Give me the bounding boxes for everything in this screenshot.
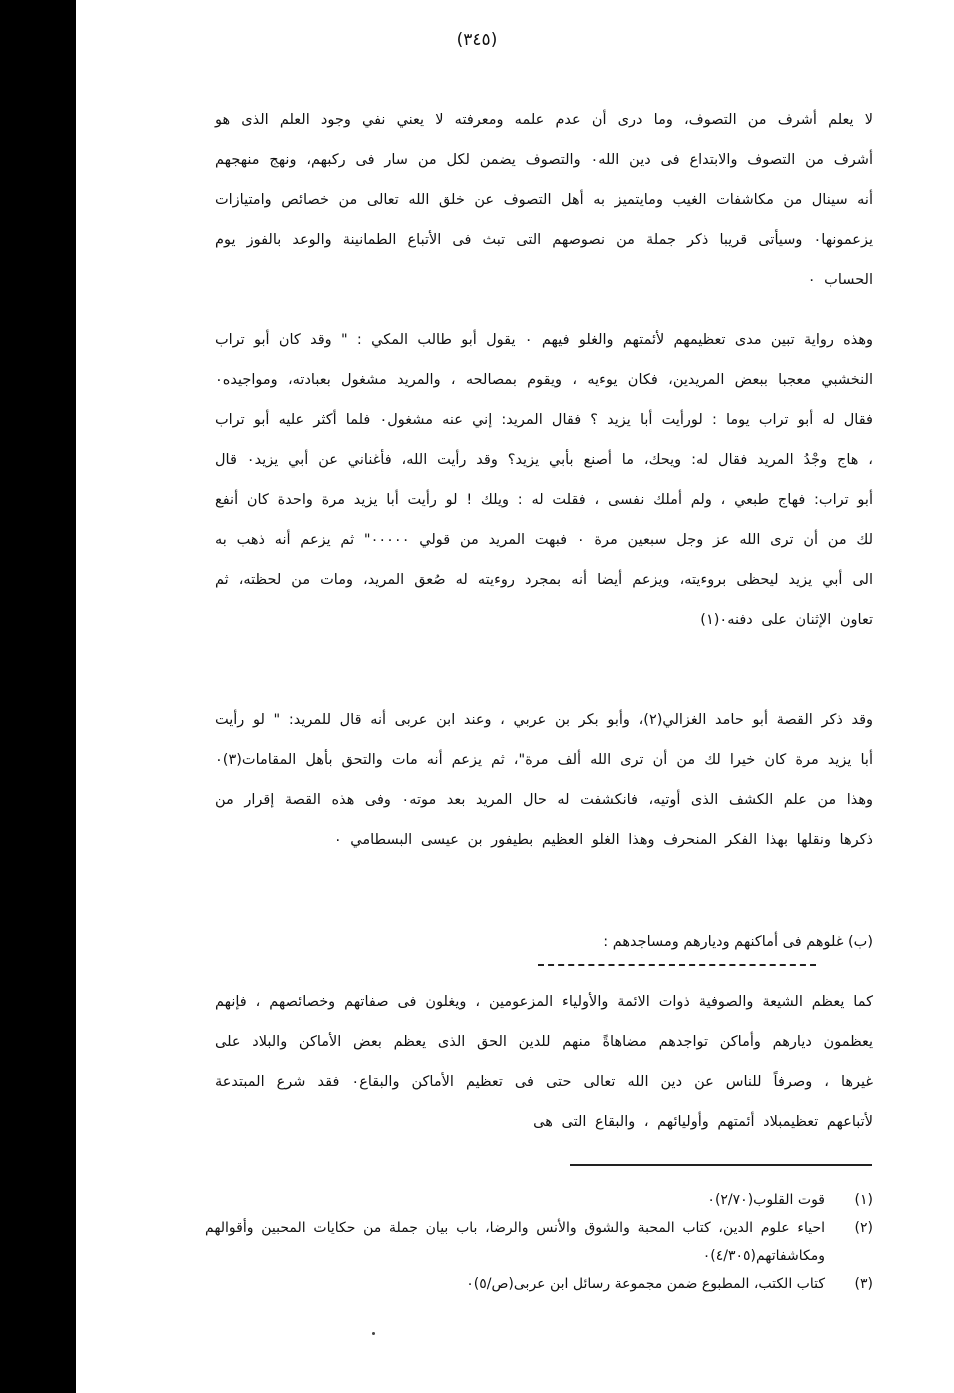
paragraph-2-text: وهذه رواية تبين مدى تعظيمهم لأئمتهم والغلو فيهم ٠ يقول أبو طالب المكي : " وقد كان أبو تراب النخشبي معجبا ببعض المريدين، فكان يوءيه ، ويقوم بمصالحه ، والمريد مشغول بعبادته، ومواجيده٠ فقال له أبو تراب يوما : لورأيت أبا يزيد ؟ فقال المريد: إني عنه مشغول٠ فلما أكثر عليه أبو تراب ، هاج وجْدُ المريد فقال له: ويحك، ما أصنع بأبي يزيد؟ وقد رأيت الله، فأغناني عن أبي يزيد٠ قال أبو تراب: فهاج طبعي ، ولم أملك نفسى ، فقلت له : ويلك ! لو رأيت أبا يزيد مرة واحدة كان أنفع لك من أن ترى الله عز وجل سبعين مرة ٠ فبهت المريد من قولي ٠٠٠٠٠" ثم يزعم أنه ذهب به الى أبي يزيد ليحظى بروءيته، ويزعم أيضا أنه بمجرد روءيته له صُعق المريد، ومات من لحظته، ثم تعاون الإثنان على دفنه٠(١) <box>215 332 874 628</box>
footnote-text: قوت القلوب(٢/٧٠)٠ <box>707 1192 825 1208</box>
page-number: (٣٤٥) <box>456 30 498 50</box>
scan-black-border <box>0 0 76 1393</box>
footnote-text: احياء علوم الدين، كتاب المحبة والشوق والأنس والرضا، باب بيان جملة من حكايات المحبين وأقوالهم ومكاشفاتهم(٤/٣٠٥)٠ <box>205 1220 825 1264</box>
heading-underline <box>538 964 816 966</box>
footnote-number: (٢) <box>854 1220 873 1236</box>
paragraph-3 <box>215 700 873 860</box>
paragraph-4-text: كما يعظم الشيعة والصوفية ذوات الائمة والأولياء المزعومين ، ويغلون فى صفاتهم وخصائصهم ، فإنهم يعظمون ديارهم وأماكن تواجدهم مضاهاةً منهم للدين الحق الذى يعظم بعض الأماكن والبلاد على غيرها ، وصرفاً للناس عن دين الله تعالى حتى فى تعظيم الأماكن والبقاع٠ فقد شرع المبتدعة لأتباعهم تعظيمبلاد أئمتهم وأوليائهم ، والبقاع التى هى <box>215 994 873 1130</box>
footnote-divider <box>570 1164 872 1166</box>
footnote-1 <box>205 1186 873 1214</box>
footnote-2 <box>205 1214 873 1270</box>
scan-speck <box>372 1332 375 1335</box>
paragraph-1-text: لا يعلم أشرف من التصوف، وما درى أن عدم علمه ومعرفته لا يعني نفي وجود العلم الذى هو أشرف من التصوف والابتداع فى دين الله٠ والتصوف يضمن لكل من سار فى ركبهم، ونهج منهجهم أنه سينال من مكاشفات الغيب ومايتميز به أهل التصوف عن خلق الله تعالى من خصائص وامتيازات يزعمونها٠ وسيأتى قريبا ذكر جملة من نصوصهم التى تبث فى الأتباع الطمانينة والوعد بالفوز يوم الحساب ٠ <box>215 112 873 288</box>
section-heading: (ب) غلوهم فى أماكنهم وديارهم ومساجدهم : <box>603 934 873 950</box>
paragraph-3-text: وقد ذكر القصة أبو حامد الغزالي(٢)، وأبو بكر بن عربي ، وعند ابن عربى أنه قال للمريد: " لو رأيت أبا يزيد مرة كان خيرا لك من أن ترى الله ألف مرة"، ثم يزعم أنه مات والتحق بأهل المقامات(٣)٠ وهذا من علم الكشف الذى أوتيه، فانكشفت له حال المريد بعد موته٠ وفى هذه القصة إقرار من ذكرها ونقلها بهذا الفكر المنحرف وهذا الغلو العظيم بطيفور بن عيسى البسطامي ٠ <box>215 712 874 848</box>
paragraph-2 <box>215 320 873 640</box>
footnote-text: كتاب الكتب، المطبوع ضمن مجموعة رسائل ابن عربى(ص/٥)٠ <box>466 1276 825 1292</box>
footnotes <box>205 1186 873 1298</box>
paragraph-4 <box>215 982 873 1142</box>
footnote-number: (١) <box>854 1192 873 1208</box>
footnote-number: (٣) <box>854 1276 873 1292</box>
paragraph-1 <box>215 100 873 300</box>
footnote-3 <box>205 1270 873 1298</box>
